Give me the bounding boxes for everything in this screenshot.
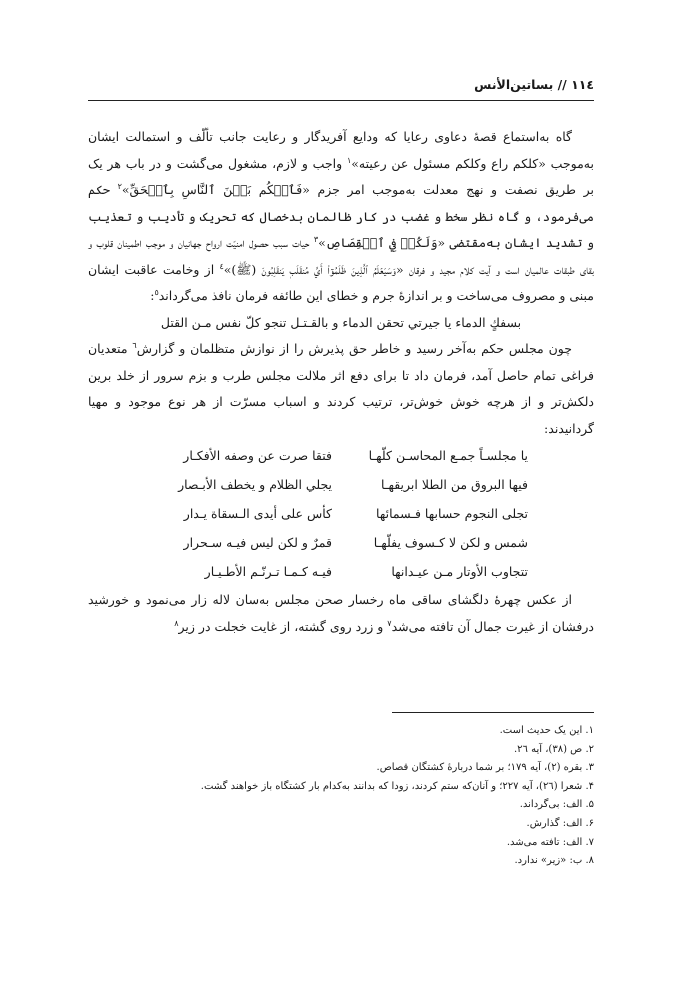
- poem-hemistich-first: تتجاوب الأوتار مـن عيـدانها: [391, 564, 528, 580]
- footnote-ref-1[interactable]: ١: [346, 155, 352, 165]
- poem-line: [88, 500, 594, 529]
- poem: [88, 442, 594, 587]
- footnote-ref-7[interactable]: ٧: [387, 618, 392, 628]
- paragraph-2-part-a: چون مجلس حکم به‌آخر رسید و خاطر حق پذیرش را از نوازش متظلمان و گزارش: [136, 341, 572, 356]
- poem-line: [88, 558, 594, 587]
- paragraph-1-part-c: حکم می‌فرمود، و گاه نظر سخط و غضب در کار ظالمان بدخصال که تحریک و تأدیب و تعذیب و تشدید ایشان به‌مقتضی «وَلَكُمۡ فِي ٱلۡقِصَاصِ»: [88, 182, 595, 250]
- poem-hemistich-second: يجلي الظلام و يخطف الأبـصار: [178, 477, 332, 493]
- paragraph-1-part-d: حیات سبب حصول امنیّت ارواح جهانیان و موجب اطمینان قلوب و بقای طبقات عالمیان است و آیت کلام مجید و فرقان «وَسَيَعۡلَمُ ٱلَّذِينَ ظَلَمُوٓاْ أَيَّ مُنقَلَبٖ يَنقَلِبُونَ (ﷺ)»: [88, 235, 595, 277]
- paragraph-2-part-b: متعدیان فراغی تمام حاصل آمد، فرمان داد تا برای دفع اثر ملالت مجلس طرب و بزم سرور از خلد برین دلکش‌تر و از هرچه خوش خوش‌تر، ترتیب کردند و اسباب مسرّت از هر نوع موجود و مهیا گردانیدند:: [88, 341, 594, 436]
- footnote-ref-8[interactable]: ٨: [174, 618, 179, 628]
- paragraph-1: [88, 124, 594, 310]
- footnote-ref-6[interactable]: ٦: [132, 340, 137, 350]
- poem-line: [88, 471, 594, 500]
- footnote-item: ۶. الف: گذارش.: [526, 817, 594, 829]
- poem-hemistich-first: تجلى النجوم حسابها فـسمائها: [376, 506, 528, 522]
- footnote-item: ۵. الف: بی‌گرداند.: [519, 799, 594, 811]
- footnote-item: ۴. شعرا (٢٦)، آیه ٢٢٧؛ و آنان‌که ستم کردند، زودا که بدانند به‌کدام بار کشتگاه باز خواهند گشت.: [200, 780, 594, 792]
- poem-line: [88, 442, 594, 471]
- footnote-item: ٣. بقره (٢)، آیه ١٧٩؛ بر شما دربارهٔ کشتگان قصاص.: [376, 762, 594, 774]
- footnote-item: ١. این یک حدیث است.: [499, 725, 594, 736]
- footnotes: [88, 722, 594, 871]
- poem-hemistich-first: فيها البروق من الطلا ابريقهـا: [381, 477, 528, 493]
- poem-hemistich-first: يا مجلسـاً جمـع المحاسـن كلّهـا: [368, 448, 528, 464]
- poem-hemistich-second: فيـه كـمـا تـرنّـم الأطـيـار: [204, 564, 332, 580]
- paragraph-3-part-a: از عکس چهرهٔ دلگشای ساقی ماه رخسار صحن مجلس به‌سان لاله زار می‌نمود و خورشید درفشان از غیرت جمال آن تافته می‌شد: [88, 592, 594, 634]
- footnote-ref-4[interactable]: ٤: [219, 261, 224, 271]
- paragraph-1-part-b: واجب و لازم، مشغول می‌گشت و در باب هر یک بر طریق نصفت و نهج معدلت به‌موجب امر جزم «فَٱحۡكُم بَيۡنَ ٱلنَّاسِ بِٱلۡحَقِّ»: [88, 155, 594, 197]
- paragraph-1-part-e: از وخامت عاقبت ایشان مبنی و مصروف می‌ساخت و بر اندازهٔ جرم و خطای این طائفه فرمان نافذ می‌گرداند: [88, 261, 594, 303]
- footnote-ref-2[interactable]: ٢: [117, 181, 122, 191]
- header-rule: [88, 100, 594, 101]
- paragraph-1-part-a: گاه به‌استماع قصهٔ دعاوی رعایا که ودایع آفریدگار و رعایت جانب تألّف و استمالت ایشان به‌موجب «کلکم راع وکلکم مسئول عن رعیته»: [88, 129, 594, 171]
- poem-hemistich-second: كأس على أيدى الـسقاة يـدار: [183, 506, 332, 522]
- main-text: [88, 124, 594, 640]
- footnote-ref-3[interactable]: ٣: [313, 234, 319, 244]
- single-verse: بسفكٍ الدماء يا جيرتي تحقن الدماء و بالقـتـل تنجو كلّ نفس مـن القتل: [160, 314, 522, 330]
- poem-hemistich-second: قمرٌ و لكن ليس فيـه سـحرار: [183, 535, 332, 551]
- paragraph-1-colon: :: [150, 288, 155, 303]
- paragraph-3: [88, 587, 594, 640]
- footnote-item: ۸. ب: «زیر» ندارد.: [514, 855, 594, 867]
- footnote-rule: [392, 712, 594, 713]
- poem-line: [88, 529, 594, 558]
- poem-hemistich-second: فتقا صرت عن وصفه الأفكـار: [183, 448, 332, 464]
- footnote-item: ٢. ص (٣٨)، آیه ٢٦.: [513, 743, 594, 755]
- paragraph-2: [88, 336, 594, 442]
- running-head: ١١٤ // بساتین‌الأنس: [474, 77, 594, 92]
- footnote-ref-5[interactable]: ٥: [154, 287, 159, 297]
- paragraph-3-part-b: و زرد روی گشته، از غایت خجلت در زیر: [178, 618, 388, 634]
- footnote-item: ۷. الف: تافته می‌شد.: [506, 836, 594, 848]
- poem-hemistich-first: شمس و لكن لا كـسوف يفلّهـا: [373, 535, 528, 551]
